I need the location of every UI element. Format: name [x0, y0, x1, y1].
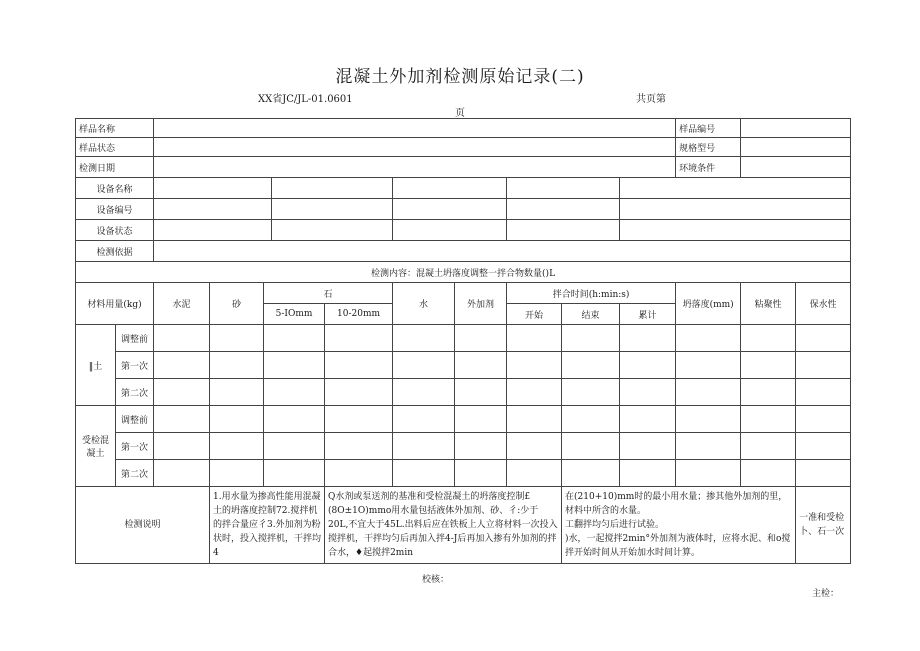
- row-before: 调整前: [116, 406, 154, 433]
- row-second: 第二次: [116, 460, 154, 487]
- page-title: 混凝土外加剂检测原始记录(二): [335, 67, 585, 87]
- cell[interactable]: [325, 406, 393, 433]
- cell[interactable]: [620, 433, 676, 460]
- cell[interactable]: [796, 406, 851, 433]
- cell[interactable]: [455, 406, 507, 433]
- check-label: 校核：: [422, 575, 450, 585]
- cell[interactable]: [741, 325, 796, 352]
- cell[interactable]: [210, 460, 264, 487]
- cell[interactable]: [562, 406, 620, 433]
- field-env[interactable]: [741, 157, 851, 178]
- cell[interactable]: [796, 433, 851, 460]
- cell[interactable]: [264, 325, 325, 352]
- form-code: XX省JC/JL-01.0601: [258, 94, 353, 105]
- field-device-name-1[interactable]: [154, 178, 272, 199]
- field-sample-name[interactable]: [154, 119, 676, 138]
- cell[interactable]: [325, 325, 393, 352]
- col-total: 累计: [620, 304, 676, 325]
- cell[interactable]: [620, 352, 676, 379]
- cell[interactable]: [393, 406, 455, 433]
- field-test-date[interactable]: [154, 157, 676, 178]
- cell[interactable]: [676, 460, 741, 487]
- notes-col-4: 一准和受检卜、石一次: [796, 487, 851, 564]
- cell[interactable]: [562, 460, 620, 487]
- content-line: 检测内容：混凝土坍落度调整一拌合物数量()L: [76, 262, 851, 283]
- label-sample-name: 样品名称: [76, 119, 154, 138]
- group-test-line1: 受检混: [81, 436, 109, 446]
- field-device-name-2[interactable]: [272, 178, 393, 199]
- cell[interactable]: [507, 352, 562, 379]
- field-sample-no[interactable]: [741, 119, 851, 138]
- row-second: 第二次: [116, 379, 154, 406]
- cell[interactable]: [455, 379, 507, 406]
- cell[interactable]: [620, 325, 676, 352]
- chief-label: 主检：: [812, 589, 840, 599]
- cell[interactable]: [562, 433, 620, 460]
- col-material: 材料用量(kg): [76, 283, 154, 325]
- field-device-name-3[interactable]: [393, 178, 507, 199]
- group-test: [76, 406, 116, 487]
- col-stone: 石: [264, 283, 393, 304]
- label-device-state: 设备状态: [76, 220, 154, 241]
- field-device-state-2[interactable]: [272, 220, 393, 241]
- cell[interactable]: [562, 352, 620, 379]
- cell[interactable]: [393, 352, 455, 379]
- cell[interactable]: [455, 352, 507, 379]
- field-device-no-5[interactable]: [620, 199, 851, 220]
- notes-col-3-line1: 在(210+10)mm时的最小用水量；掺其他外加剂的里，材料中所含的水量。: [565, 492, 788, 516]
- group-test-line2: 凝土: [86, 449, 105, 459]
- cell[interactable]: [455, 433, 507, 460]
- cell[interactable]: [741, 379, 796, 406]
- cell[interactable]: [154, 352, 210, 379]
- field-device-name-5[interactable]: [620, 178, 851, 199]
- field-device-no-2[interactable]: [272, 199, 393, 220]
- cell[interactable]: [154, 460, 210, 487]
- cell[interactable]: [676, 352, 741, 379]
- notes-col-3: [562, 487, 796, 564]
- cell[interactable]: [741, 460, 796, 487]
- cell[interactable]: [210, 433, 264, 460]
- notes-col-3-line2: 工翻拌均匀后进行试验。: [565, 520, 665, 530]
- cell[interactable]: [325, 433, 393, 460]
- cell[interactable]: [455, 460, 507, 487]
- cell[interactable]: [507, 379, 562, 406]
- notes-label: 检测说明: [76, 487, 210, 564]
- label-device-name: 设备名称: [76, 178, 154, 199]
- cell[interactable]: [741, 433, 796, 460]
- label-basis: 检测依据: [76, 241, 154, 262]
- cell[interactable]: [210, 379, 264, 406]
- cell[interactable]: [210, 325, 264, 352]
- cell[interactable]: [507, 406, 562, 433]
- cell[interactable]: [154, 379, 210, 406]
- cell[interactable]: [264, 406, 325, 433]
- cell[interactable]: [507, 460, 562, 487]
- group-base: ‖土: [76, 325, 116, 406]
- cell[interactable]: [210, 406, 264, 433]
- cell[interactable]: [620, 406, 676, 433]
- label-device-no: 设备编号: [76, 199, 154, 220]
- cell[interactable]: [264, 460, 325, 487]
- cell[interactable]: [676, 406, 741, 433]
- cell[interactable]: [393, 325, 455, 352]
- record-table: [75, 118, 851, 564]
- cell[interactable]: [562, 325, 620, 352]
- cell[interactable]: [676, 379, 741, 406]
- cell[interactable]: [676, 433, 741, 460]
- label-spec: 规格型号: [676, 138, 741, 157]
- field-device-name-4[interactable]: [507, 178, 620, 199]
- cell[interactable]: [325, 379, 393, 406]
- col-cohesion: 粘聚性: [741, 283, 796, 325]
- cell[interactable]: [455, 325, 507, 352]
- label-env: 环境条件: [676, 157, 741, 178]
- cell[interactable]: [620, 460, 676, 487]
- col-sand: 砂: [210, 283, 264, 325]
- field-device-no-4[interactable]: [507, 199, 620, 220]
- field-sample-state[interactable]: [154, 138, 676, 157]
- cell[interactable]: [676, 325, 741, 352]
- field-device-state-3[interactable]: [393, 220, 507, 241]
- page-suffix: 页: [455, 108, 465, 119]
- col-stone-5-10: 5-IOmm: [264, 304, 325, 325]
- col-start: 开始: [507, 304, 562, 325]
- cell[interactable]: [325, 460, 393, 487]
- notes-col-3-line3: )水，一起搅拌2min°外加剂为液体时，应将水泥、和o搅拌开始时间从开始加水时间计算。: [565, 534, 791, 558]
- cell[interactable]: [393, 460, 455, 487]
- cell[interactable]: [796, 379, 851, 406]
- field-device-no-1[interactable]: [154, 199, 272, 220]
- row-first: 第一次: [116, 433, 154, 460]
- field-basis[interactable]: [154, 241, 851, 262]
- page-count: 共页第: [636, 94, 666, 105]
- cell[interactable]: [562, 379, 620, 406]
- col-admixture: 外加剂: [455, 283, 507, 325]
- cell[interactable]: [210, 352, 264, 379]
- cell[interactable]: [741, 406, 796, 433]
- cell[interactable]: [741, 352, 796, 379]
- row-before: 调整前: [116, 325, 154, 352]
- cell[interactable]: [264, 433, 325, 460]
- col-retention: 保水性: [796, 283, 851, 325]
- field-spec[interactable]: [741, 138, 851, 157]
- notes-col-2: Q水剂或泵送剂的基准和受检混凝土的坍落度控制£(8O±1O)mmo用水量包括液体外加剂、砂、彳:少于20L,不宜大于45L.出料后应在铁板上人立将材料一次投入搅拌机，干拌均匀后再加入拌4-J后再加入掺有外加剂的拌合水，♦起搅拌2min: [325, 487, 562, 564]
- cell[interactable]: [264, 352, 325, 379]
- cell[interactable]: [154, 325, 210, 352]
- col-cement: 水泥: [154, 283, 210, 325]
- cell[interactable]: [393, 433, 455, 460]
- row-first: 第一次: [116, 352, 154, 379]
- col-mix-time: 拌合时间(h:min:s): [507, 283, 676, 304]
- cell[interactable]: [507, 433, 562, 460]
- col-end: 结束: [562, 304, 620, 325]
- col-water: 水: [393, 283, 455, 325]
- cell[interactable]: [154, 406, 210, 433]
- cell[interactable]: [796, 325, 851, 352]
- label-sample-state: 样品状态: [76, 138, 154, 157]
- cell[interactable]: [796, 460, 851, 487]
- label-test-date: 检测日期: [76, 157, 154, 178]
- col-stone-10-20: 10-20mm: [325, 304, 393, 325]
- field-device-no-3[interactable]: [393, 199, 507, 220]
- col-slump: 坍落度(mm): [676, 283, 741, 325]
- cell[interactable]: [507, 325, 562, 352]
- cell[interactable]: [393, 379, 455, 406]
- field-device-state-1[interactable]: [154, 220, 272, 241]
- cell[interactable]: [620, 379, 676, 406]
- field-device-state-4[interactable]: [507, 220, 620, 241]
- field-device-state-5[interactable]: [620, 220, 851, 241]
- notes-col-1: 1.用水量为掺高性能用混凝土的坍落度控制72.搅拌机的拌合量应彳3.外加剂为粉状时，投入搅拌机，干拌均4: [210, 487, 325, 564]
- cell[interactable]: [796, 352, 851, 379]
- cell[interactable]: [154, 433, 210, 460]
- label-sample-no: 样品编号: [676, 119, 741, 138]
- cell[interactable]: [325, 352, 393, 379]
- cell[interactable]: [264, 379, 325, 406]
